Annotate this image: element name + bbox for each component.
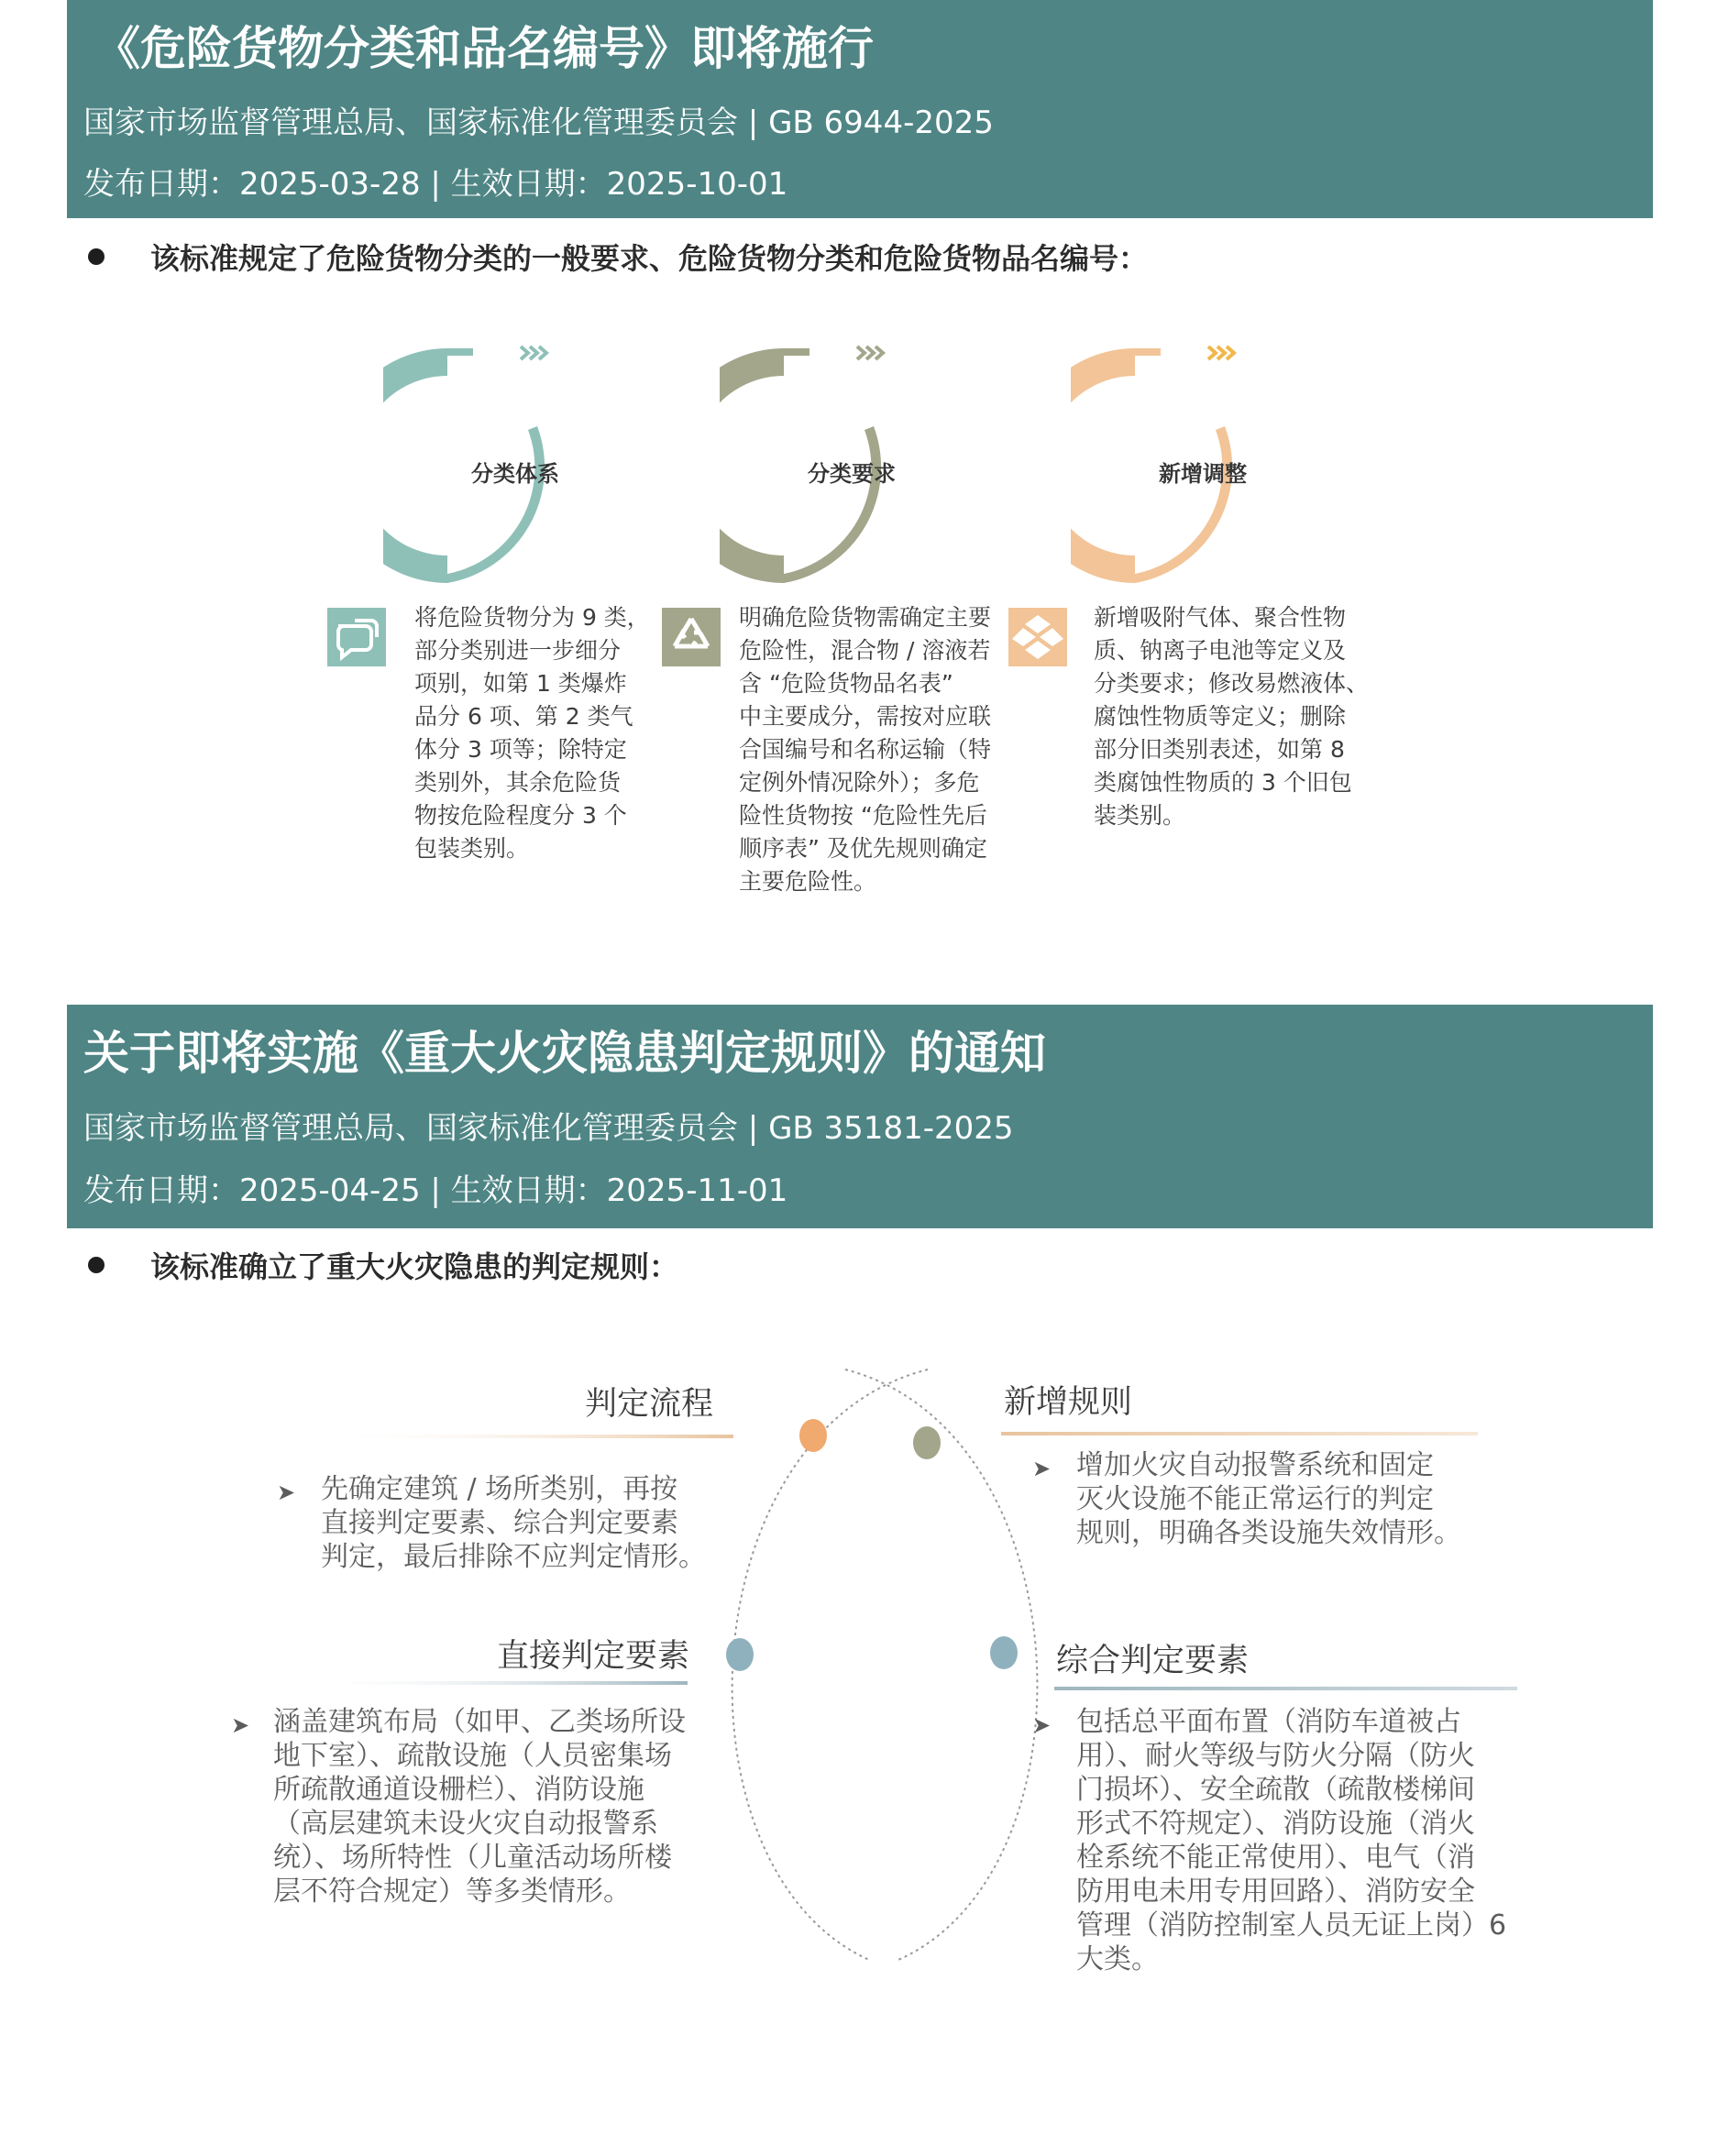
- text-line: 类腐蚀性物质的 3 个旧包: [1094, 769, 1352, 796]
- text-line: 分类要求；修改易燃液体、: [1094, 670, 1370, 697]
- text-line: 主要危险性。: [739, 868, 877, 895]
- arrow-bullet-icon: ➤: [1032, 1712, 1052, 1738]
- dot-flow: [799, 1419, 827, 1452]
- card-1-number: 01: [397, 458, 434, 490]
- text-line: 定例外情况除外）；多危: [739, 769, 980, 796]
- text-line: 部分类别进一步细分: [414, 637, 622, 664]
- rule-composite-text: [1076, 1705, 1506, 1976]
- text-line: 类别外，其余危险货: [414, 769, 622, 796]
- dot-composite: [990, 1636, 1018, 1669]
- text-line: 先确定建筑 / 场所类别，再按: [321, 1473, 678, 1505]
- section1-title: 《危险货物分类和品名编号》即将施行: [94, 22, 874, 75]
- arrow-bullet-icon: ➤: [231, 1712, 250, 1738]
- text-line: 危险性，混合物 / 溶液若: [739, 637, 991, 664]
- underline-composite: [1054, 1687, 1517, 1690]
- text-line: 包括总平面布置（消防车道被占: [1076, 1706, 1461, 1738]
- rule-flow-text: [321, 1472, 706, 1574]
- text-line: 品分 6 项、第 2 类气: [414, 703, 633, 730]
- text-line: 管理（消防控制室人员无证上岗）6: [1076, 1909, 1507, 1942]
- text-line: 险性货物按 “危险性先后: [739, 802, 987, 829]
- section2-title: 关于即将实施《重大火灾隐患判定规则》的通知: [83, 1027, 1046, 1080]
- text-line: 顺序表” 及优先规则确定: [739, 835, 987, 862]
- section2-summary-text: 该标准确立了重大火灾隐患的判定规则：: [150, 1249, 679, 1284]
- card-1-label: 分类体系: [471, 461, 559, 487]
- text-line: 物按危险程度分 3 个: [414, 802, 627, 829]
- text-line: 统）、场所特性（儿童活动场所楼: [273, 1842, 672, 1874]
- dot-direct: [726, 1638, 754, 1671]
- underline-direct: [293, 1681, 688, 1685]
- rule-composite-title: 综合判定要素: [1056, 1643, 1250, 1679]
- text-line: 直接判定要素、综合判定要素: [321, 1507, 678, 1539]
- text-line: 判定，最后排除不应判定情形。: [321, 1541, 706, 1573]
- text-line: 规则，明确各类设施失效情形。: [1076, 1517, 1461, 1549]
- arrow-bullet-icon: ➤: [1032, 1456, 1052, 1481]
- text-line: 涵盖建筑布局（如甲、乙类场所设: [273, 1706, 686, 1738]
- text-line: 地下室）、疏散设施（人员密集场: [273, 1740, 672, 1772]
- text-line: 体分 3 项等；除特定: [414, 736, 627, 763]
- text-line: 含 “危险货物品名表”: [739, 670, 953, 697]
- rule-new-text: [1076, 1448, 1461, 1550]
- text-line: 项别，如第 1 类爆炸: [414, 670, 627, 697]
- text-line: 大类。: [1076, 1943, 1159, 1975]
- text-line: 中主要成分，需按对应联: [739, 703, 992, 730]
- text-line: （高层建筑未设火灾自动报警系: [273, 1808, 658, 1840]
- rule-new-title: 新增规则: [1004, 1384, 1133, 1421]
- section1-dates: 发布日期：2025-03-28 | 生效日期：2025-10-01: [83, 166, 788, 203]
- card-2-label: 分类要求: [808, 461, 896, 487]
- text-line: 栓系统不能正常使用）、电气（消: [1076, 1842, 1475, 1874]
- text-line: 质、钠离子电池等定义及: [1094, 637, 1347, 664]
- text-line: 所疏散通道设栅栏）、消防设施: [273, 1774, 644, 1806]
- ellipse-arc-left: [732, 1370, 928, 1960]
- dot-new: [913, 1426, 941, 1459]
- rule-direct-text: [273, 1705, 686, 1908]
- text-line: 腐蚀性物质等定义；删除: [1094, 703, 1347, 730]
- text-line: 灭火设施不能正常运行的判定: [1076, 1483, 1434, 1515]
- section2-issuer: 国家市场监督管理总局、国家标准化管理委员会 | GB 35181-2025: [83, 1110, 1014, 1147]
- card-3-label: 新增调整: [1159, 461, 1247, 487]
- text-line: 包装类别。: [414, 835, 530, 862]
- text-line: 门损坏）、安全疏散（疏散楼梯间: [1076, 1774, 1475, 1806]
- text-line: 部分旧类别表述，如第 8: [1094, 736, 1345, 763]
- arrow-bullet-icon: ➤: [277, 1480, 296, 1505]
- text-line: 增加火灾自动报警系统和固定: [1076, 1449, 1434, 1481]
- section1-issuer: 国家市场监督管理总局、国家标准化管理委员会 | GB 6944-2025: [83, 104, 994, 141]
- text-line: 形式不符规定）、消防设施（消火: [1076, 1808, 1475, 1840]
- underline-new: [1001, 1432, 1478, 1436]
- text-line: 将危险货物分为 9 类，: [414, 604, 650, 631]
- card-3-number: 01: [1085, 458, 1121, 490]
- rule-flow-title: 判定流程: [585, 1386, 714, 1423]
- section2-dates: 发布日期：2025-04-25 | 生效日期：2025-11-01: [83, 1172, 788, 1209]
- text-line: 新增吸附气体、聚合性物: [1094, 604, 1347, 631]
- text-line: 装类别。: [1094, 802, 1186, 829]
- text-line: 合国编号和名称运输（特: [739, 736, 992, 763]
- section1-summary-text: 该标准规定了危险货物分类的一般要求、危险货物分类和危险货物品名编号：: [150, 241, 1149, 276]
- text-line: 防用电未用专用回路）、消防安全: [1076, 1876, 1475, 1908]
- rule-direct-title: 直接判定要素: [497, 1638, 690, 1675]
- text-line: 层不符合规定）等多类情形。: [273, 1876, 631, 1908]
- underline-flow: [321, 1435, 733, 1438]
- text-line: 明确危险货物需确定主要: [739, 604, 992, 631]
- card-2-number: 01: [733, 458, 770, 490]
- text-line: 用）、耐火等级与防火分隔（防火: [1076, 1740, 1475, 1772]
